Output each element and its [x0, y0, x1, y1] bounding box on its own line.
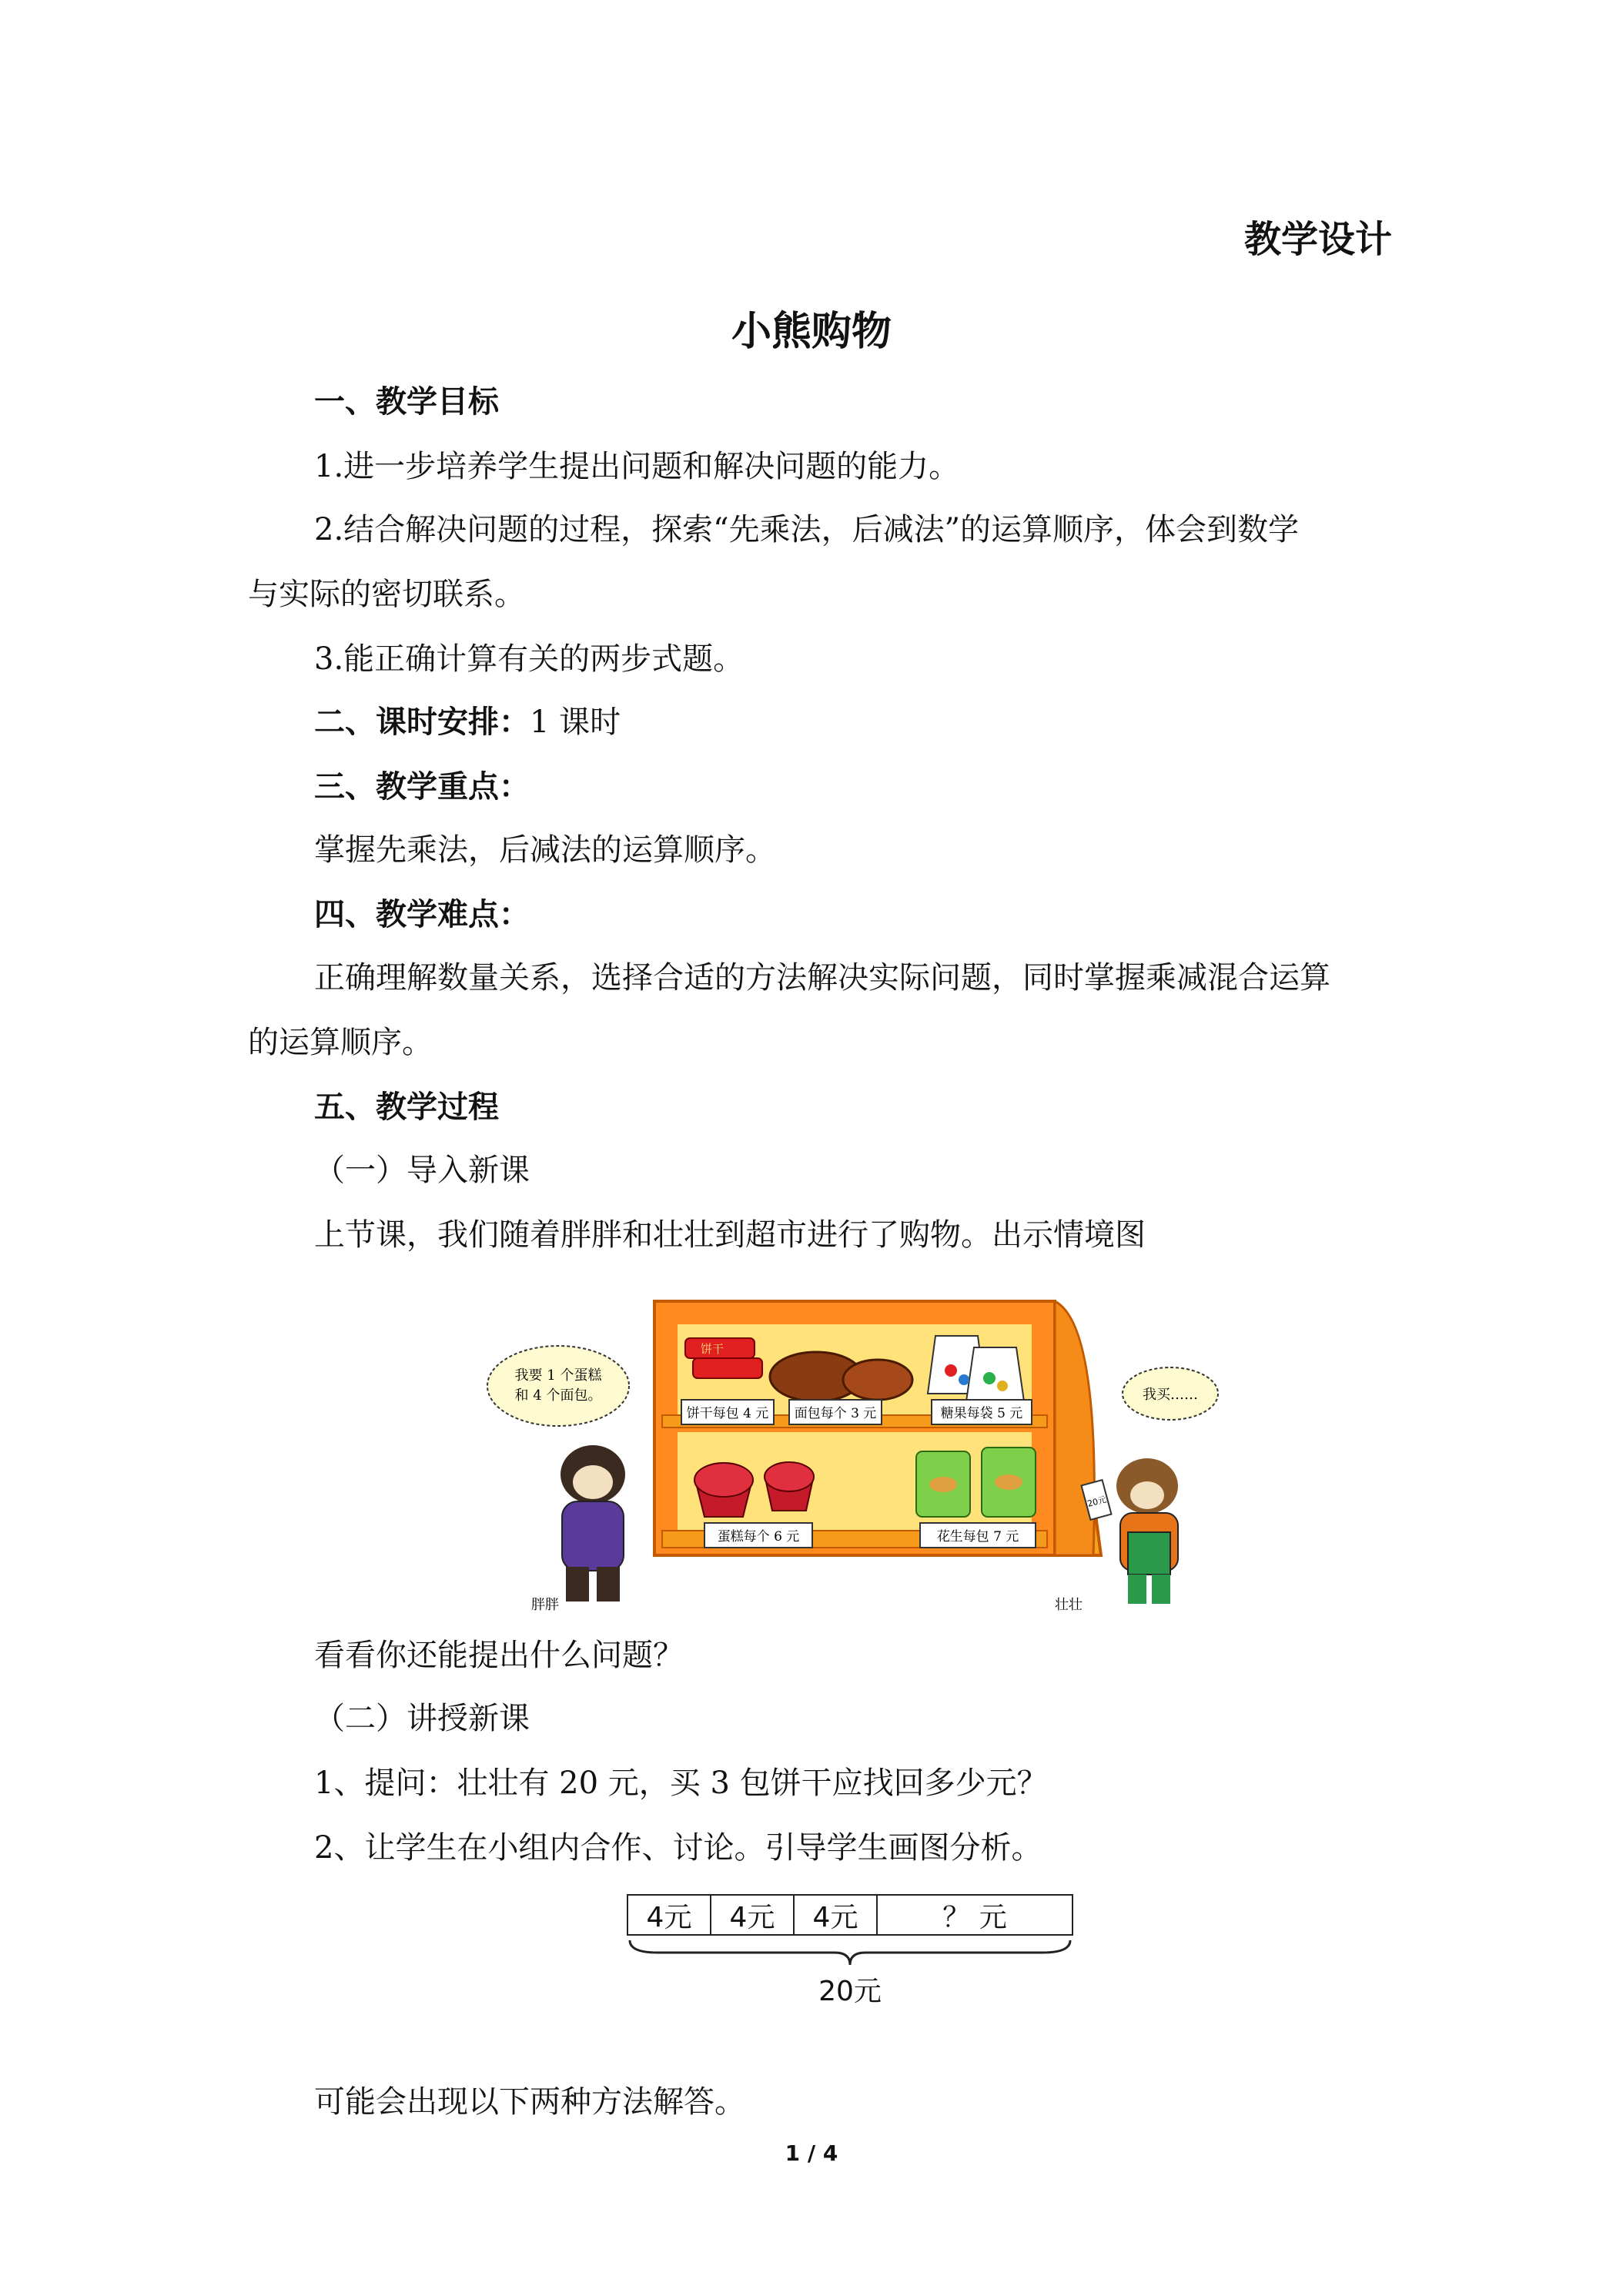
bar-segment-unknown: ？ 元 — [942, 1901, 1007, 1933]
schedule-value: 1 课时 — [530, 705, 621, 740]
intro-text: 上节课，我们随着胖胖和壮壮到超市进行了购物。出示情境图 — [314, 1217, 1146, 1253]
difficulty-line-1: 正确理解数量关系，选择合适的方法解决实际问题，同时掌握乘减混合运算 — [314, 960, 1330, 996]
section-heading-goals: 一、教学目标 — [314, 384, 499, 420]
character-name-left: 胖胖 — [531, 1597, 559, 1613]
subheading-intro: （一）导入新课 — [314, 1153, 530, 1188]
price-label-bread: 面包每个 3 元 — [794, 1406, 877, 1421]
speech-left-line-2: 和 4 个面包。 — [514, 1387, 602, 1404]
schedule-label: 二、课时安排： — [314, 705, 530, 740]
bar-segment: 4元 — [795, 1896, 878, 1934]
page-title: 小熊购物 — [731, 309, 892, 355]
goal-3: 3.能正确计算有关的两步式题。 — [314, 641, 745, 677]
price-label-biscuit: 饼干每包 4 元 — [686, 1406, 769, 1421]
price-label-cake: 蛋糕每个 6 元 — [717, 1529, 800, 1545]
money-note-text: 20元 — [1086, 1494, 1108, 1509]
difficulty-line-2: 的运算顺序。 — [248, 1025, 433, 1060]
step-2: 2、让学生在小组内合作、讨论。引导学生画图分析。 — [314, 1830, 1042, 1866]
bar-model — [627, 1894, 1073, 1936]
section-heading-process: 五、教学过程 — [314, 1089, 499, 1125]
bar-total: 20元 — [818, 1976, 882, 2007]
bar-segment: 4元 — [628, 1896, 711, 1934]
price-label-candy: 糖果每袋 5 元 — [940, 1406, 1023, 1421]
shopping-scene-illustration — [485, 1278, 1224, 1617]
doc-type-label: 教学设计 — [1243, 218, 1392, 261]
bar-brace — [627, 1937, 1073, 1968]
page-number: 1 / 4 — [785, 2140, 838, 2166]
biscuit-pack-text: 饼干 — [701, 1342, 724, 1356]
question-prompt: 看看你还能提出什么问题？ — [314, 1638, 684, 1673]
step-1: 1、提问：壮壮有 20 元，买 3 包饼干应找回多少元？ — [314, 1766, 1048, 1801]
character-name-right: 壮壮 — [1055, 1597, 1083, 1613]
goal-2-line-1: 2.结合解决问题的过程，探索“先乘法，后减法”的运算顺序，体会到数学 — [314, 512, 1300, 547]
section-heading-difficulty: 四、教学难点： — [314, 897, 530, 932]
subheading-new-lesson: （二）讲授新课 — [314, 1701, 530, 1736]
bar-segment: 4元 — [711, 1896, 795, 1934]
goal-1: 1.进一步培养学生提出问题和解决问题的能力。 — [314, 449, 960, 484]
methods-text: 可能会出现以下两种方法解答。 — [314, 2084, 745, 2120]
section-heading-schedule — [314, 701, 621, 744]
price-label-peanut: 花生每包 7 元 — [936, 1529, 1019, 1545]
speech-right: 我买…… — [1143, 1387, 1198, 1403]
key-text: 掌握先乘法，后减法的运算顺序。 — [314, 832, 776, 868]
goal-2-line-2: 与实际的密切联系。 — [248, 577, 525, 612]
section-heading-key: 三、教学重点： — [314, 769, 530, 805]
speech-left-line-1: 我要 1 个蛋糕 — [514, 1367, 602, 1384]
